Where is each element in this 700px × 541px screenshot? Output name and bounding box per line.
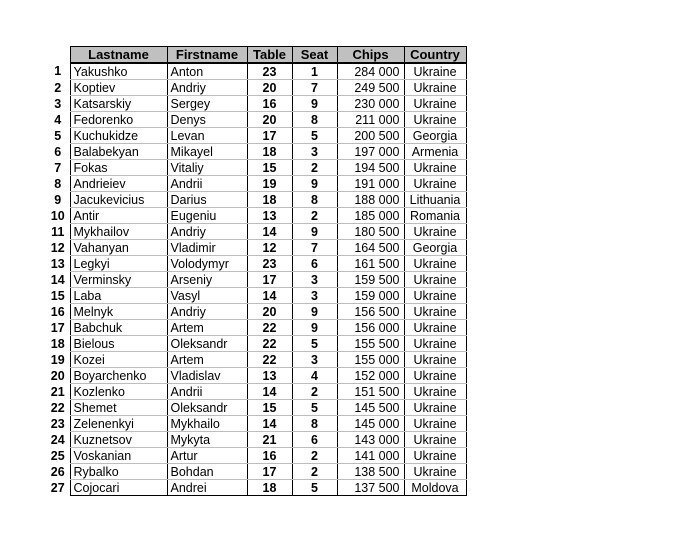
row-number: 26 [46,464,70,480]
firstname-cell: Sergey [167,96,247,112]
row-number: 13 [46,256,70,272]
table-cell: 21 [247,432,292,448]
firstname-cell: Vitaliy [167,160,247,176]
chips-cell: 191 000 [337,176,404,192]
seat-cell: 3 [292,352,337,368]
table-cell: 17 [247,464,292,480]
chips-cell: 156 500 [337,304,404,320]
lastname-cell: Fedorenko [70,112,167,128]
table-row [46,432,466,448]
seat-header: Seat [292,47,337,64]
seat-cell: 8 [292,416,337,432]
row-number: 3 [46,96,70,112]
country-cell: Ukraine [404,160,466,176]
row-number: 9 [46,192,70,208]
table-row [46,288,466,304]
lastname-header: Lastname [70,47,167,64]
lastname-cell: Verminsky [70,272,167,288]
country-cell: Ukraine [404,400,466,416]
table-cell: 15 [247,400,292,416]
lastname-cell: Mykhailov [70,224,167,240]
table-cell: 14 [247,416,292,432]
country-cell: Romania [404,208,466,224]
chip-count-sheet [46,46,467,496]
chips-cell: 137 500 [337,480,404,496]
lastname-cell: Laba [70,288,167,304]
table-cell: 17 [247,272,292,288]
table-body [46,63,466,496]
seat-cell: 2 [292,160,337,176]
seat-cell: 5 [292,400,337,416]
lastname-cell: Zelenenkyi [70,416,167,432]
table-cell: 23 [247,63,292,80]
firstname-cell: Andriy [167,80,247,96]
table-cell: 23 [247,256,292,272]
row-number: 22 [46,400,70,416]
lastname-cell: Jacukevicius [70,192,167,208]
lastname-cell: Voskanian [70,448,167,464]
lastname-cell: Kozlenko [70,384,167,400]
row-number: 20 [46,368,70,384]
row-number: 7 [46,160,70,176]
country-cell: Ukraine [404,384,466,400]
table-row [46,144,466,160]
firstname-header: Firstname [167,47,247,64]
country-cell: Ukraine [404,80,466,96]
table-cell: 18 [247,192,292,208]
row-number: 4 [46,112,70,128]
chips-cell: 185 000 [337,208,404,224]
country-cell: Georgia [404,128,466,144]
table-row [46,80,466,96]
firstname-cell: Bohdan [167,464,247,480]
table-cell: 19 [247,176,292,192]
chips-cell: 164 500 [337,240,404,256]
seat-cell: 6 [292,432,337,448]
table-cell: 18 [247,144,292,160]
firstname-cell: Andrii [167,176,247,192]
row-number: 25 [46,448,70,464]
seat-cell: 4 [292,368,337,384]
seat-cell: 3 [292,144,337,160]
firstname-cell: Oleksandr [167,336,247,352]
seat-cell: 9 [292,320,337,336]
row-number: 23 [46,416,70,432]
table-row [46,160,466,176]
firstname-cell: Artem [167,352,247,368]
row-number: 18 [46,336,70,352]
table-row [46,384,466,400]
chips-header: Chips [337,47,404,64]
seat-cell: 8 [292,112,337,128]
row-number: 14 [46,272,70,288]
firstname-cell: Vladimir [167,240,247,256]
chips-cell: 230 000 [337,96,404,112]
country-cell: Ukraine [404,256,466,272]
chips-cell: 159 500 [337,272,404,288]
table-row [46,63,466,80]
table-cell: 18 [247,480,292,496]
chips-cell: 145 500 [337,400,404,416]
firstname-cell: Andriy [167,224,247,240]
seat-cell: 7 [292,240,337,256]
seat-cell: 2 [292,208,337,224]
table-cell: 14 [247,384,292,400]
seat-cell: 8 [292,192,337,208]
table-row [46,464,466,480]
row-number: 8 [46,176,70,192]
lastname-cell: Vahanyan [70,240,167,256]
firstname-cell: Volodymyr [167,256,247,272]
lastname-cell: Koptiev [70,80,167,96]
firstname-cell: Vladislav [167,368,247,384]
lastname-cell: Kuchukidze [70,128,167,144]
table-row [46,352,466,368]
row-number: 21 [46,384,70,400]
country-cell: Ukraine [404,224,466,240]
table-cell: 20 [247,112,292,128]
firstname-cell: Mykhailo [167,416,247,432]
chips-cell: 200 500 [337,128,404,144]
table-cell: 14 [247,288,292,304]
chips-cell: 143 000 [337,432,404,448]
chips-cell: 211 000 [337,112,404,128]
firstname-cell: Oleksandr [167,400,247,416]
table-row [46,272,466,288]
chips-cell: 141 000 [337,448,404,464]
lastname-cell: Fokas [70,160,167,176]
country-cell: Ukraine [404,432,466,448]
firstname-cell: Vasyl [167,288,247,304]
table-row [46,416,466,432]
row-number: 17 [46,320,70,336]
chips-cell: 151 500 [337,384,404,400]
lastname-cell: Andrieiev [70,176,167,192]
firstname-cell: Mikayel [167,144,247,160]
seat-cell: 3 [292,272,337,288]
firstname-cell: Eugeniu [167,208,247,224]
chips-cell: 188 000 [337,192,404,208]
row-number: 11 [46,224,70,240]
row-number: 27 [46,480,70,496]
country-cell: Georgia [404,240,466,256]
row-number: 1 [46,63,70,80]
table-cell: 13 [247,368,292,384]
table-row [46,176,466,192]
table-row [46,336,466,352]
table-cell: 12 [247,240,292,256]
table-cell: 22 [247,320,292,336]
table-cell: 20 [247,304,292,320]
table-row [46,304,466,320]
row-number: 15 [46,288,70,304]
row-number: 24 [46,432,70,448]
chips-cell: 161 500 [337,256,404,272]
table-cell: 17 [247,128,292,144]
country-cell: Armenia [404,144,466,160]
lastname-cell: Rybalko [70,464,167,480]
table-row [46,208,466,224]
chips-cell: 152 000 [337,368,404,384]
country-cell: Ukraine [404,464,466,480]
table-cell: 15 [247,160,292,176]
row-number: 5 [46,128,70,144]
seat-cell: 2 [292,384,337,400]
row-number: 16 [46,304,70,320]
table-cell: 22 [247,352,292,368]
table-row [46,96,466,112]
lastname-cell: Kozei [70,352,167,368]
lastname-cell: Bielous [70,336,167,352]
lastname-cell: Kuznetsov [70,432,167,448]
table-cell: 22 [247,336,292,352]
chips-cell: 156 000 [337,320,404,336]
seat-cell: 9 [292,96,337,112]
country-cell: Ukraine [404,63,466,80]
table-cell: 20 [247,80,292,96]
row-number-header [46,47,70,64]
firstname-cell: Mykyta [167,432,247,448]
table-row [46,320,466,336]
chips-cell: 155 500 [337,336,404,352]
firstname-cell: Darius [167,192,247,208]
row-number: 10 [46,208,70,224]
seat-cell: 6 [292,256,337,272]
country-cell: Ukraine [404,272,466,288]
lastname-cell: Antir [70,208,167,224]
firstname-cell: Artem [167,320,247,336]
country-cell: Ukraine [404,176,466,192]
table-cell: 14 [247,224,292,240]
row-number: 19 [46,352,70,368]
firstname-cell: Anton [167,63,247,80]
chips-cell: 249 500 [337,80,404,96]
header-row [46,47,466,64]
firstname-cell: Arseniy [167,272,247,288]
country-cell: Ukraine [404,320,466,336]
lastname-cell: Balabekyan [70,144,167,160]
row-number: 2 [46,80,70,96]
country-cell: Ukraine [404,368,466,384]
firstname-cell: Andrii [167,384,247,400]
firstname-cell: Denys [167,112,247,128]
table-row [46,480,466,496]
country-cell: Ukraine [404,288,466,304]
seat-cell: 9 [292,176,337,192]
chips-cell: 145 000 [337,416,404,432]
chips-cell: 284 000 [337,63,404,80]
table-row [46,192,466,208]
seat-cell: 5 [292,336,337,352]
seat-cell: 7 [292,80,337,96]
lastname-cell: Shemet [70,400,167,416]
chips-cell: 159 000 [337,288,404,304]
country-cell: Ukraine [404,336,466,352]
table-cell: 13 [247,208,292,224]
firstname-cell: Levan [167,128,247,144]
table-row [46,224,466,240]
lastname-cell: Melnyk [70,304,167,320]
table-row [46,400,466,416]
firstname-cell: Artur [167,448,247,464]
country-cell: Ukraine [404,352,466,368]
table-row [46,240,466,256]
table-row [46,256,466,272]
lastname-cell: Cojocari [70,480,167,496]
seat-cell: 2 [292,464,337,480]
chips-cell: 138 500 [337,464,404,480]
country-cell: Ukraine [404,304,466,320]
country-cell: Ukraine [404,96,466,112]
seat-cell: 9 [292,224,337,240]
lastname-cell: Babchuk [70,320,167,336]
chips-cell: 155 000 [337,352,404,368]
seat-cell: 5 [292,480,337,496]
country-cell: Lithuania [404,192,466,208]
table-row [46,448,466,464]
chips-cell: 197 000 [337,144,404,160]
country-cell: Ukraine [404,112,466,128]
table-row [46,128,466,144]
lastname-cell: Yakushko [70,63,167,80]
seat-cell: 3 [292,288,337,304]
table-row [46,368,466,384]
table-row [46,112,466,128]
table-cell: 16 [247,96,292,112]
lastname-cell: Legkyi [70,256,167,272]
chips-cell: 180 500 [337,224,404,240]
lastname-cell: Boyarchenko [70,368,167,384]
country-cell: Ukraine [404,416,466,432]
country-header: Country [404,47,466,64]
table-cell: 16 [247,448,292,464]
country-cell: Ukraine [404,448,466,464]
seat-cell: 1 [292,63,337,80]
seat-cell: 5 [292,128,337,144]
row-number: 6 [46,144,70,160]
chips-cell: 194 500 [337,160,404,176]
table-header: Table [247,47,292,64]
firstname-cell: Andriy [167,304,247,320]
firstname-cell: Andrei [167,480,247,496]
country-cell: Moldova [404,480,466,496]
row-number: 12 [46,240,70,256]
chip-count-table [46,46,467,496]
lastname-cell: Katsarskiy [70,96,167,112]
seat-cell: 2 [292,448,337,464]
seat-cell: 9 [292,304,337,320]
